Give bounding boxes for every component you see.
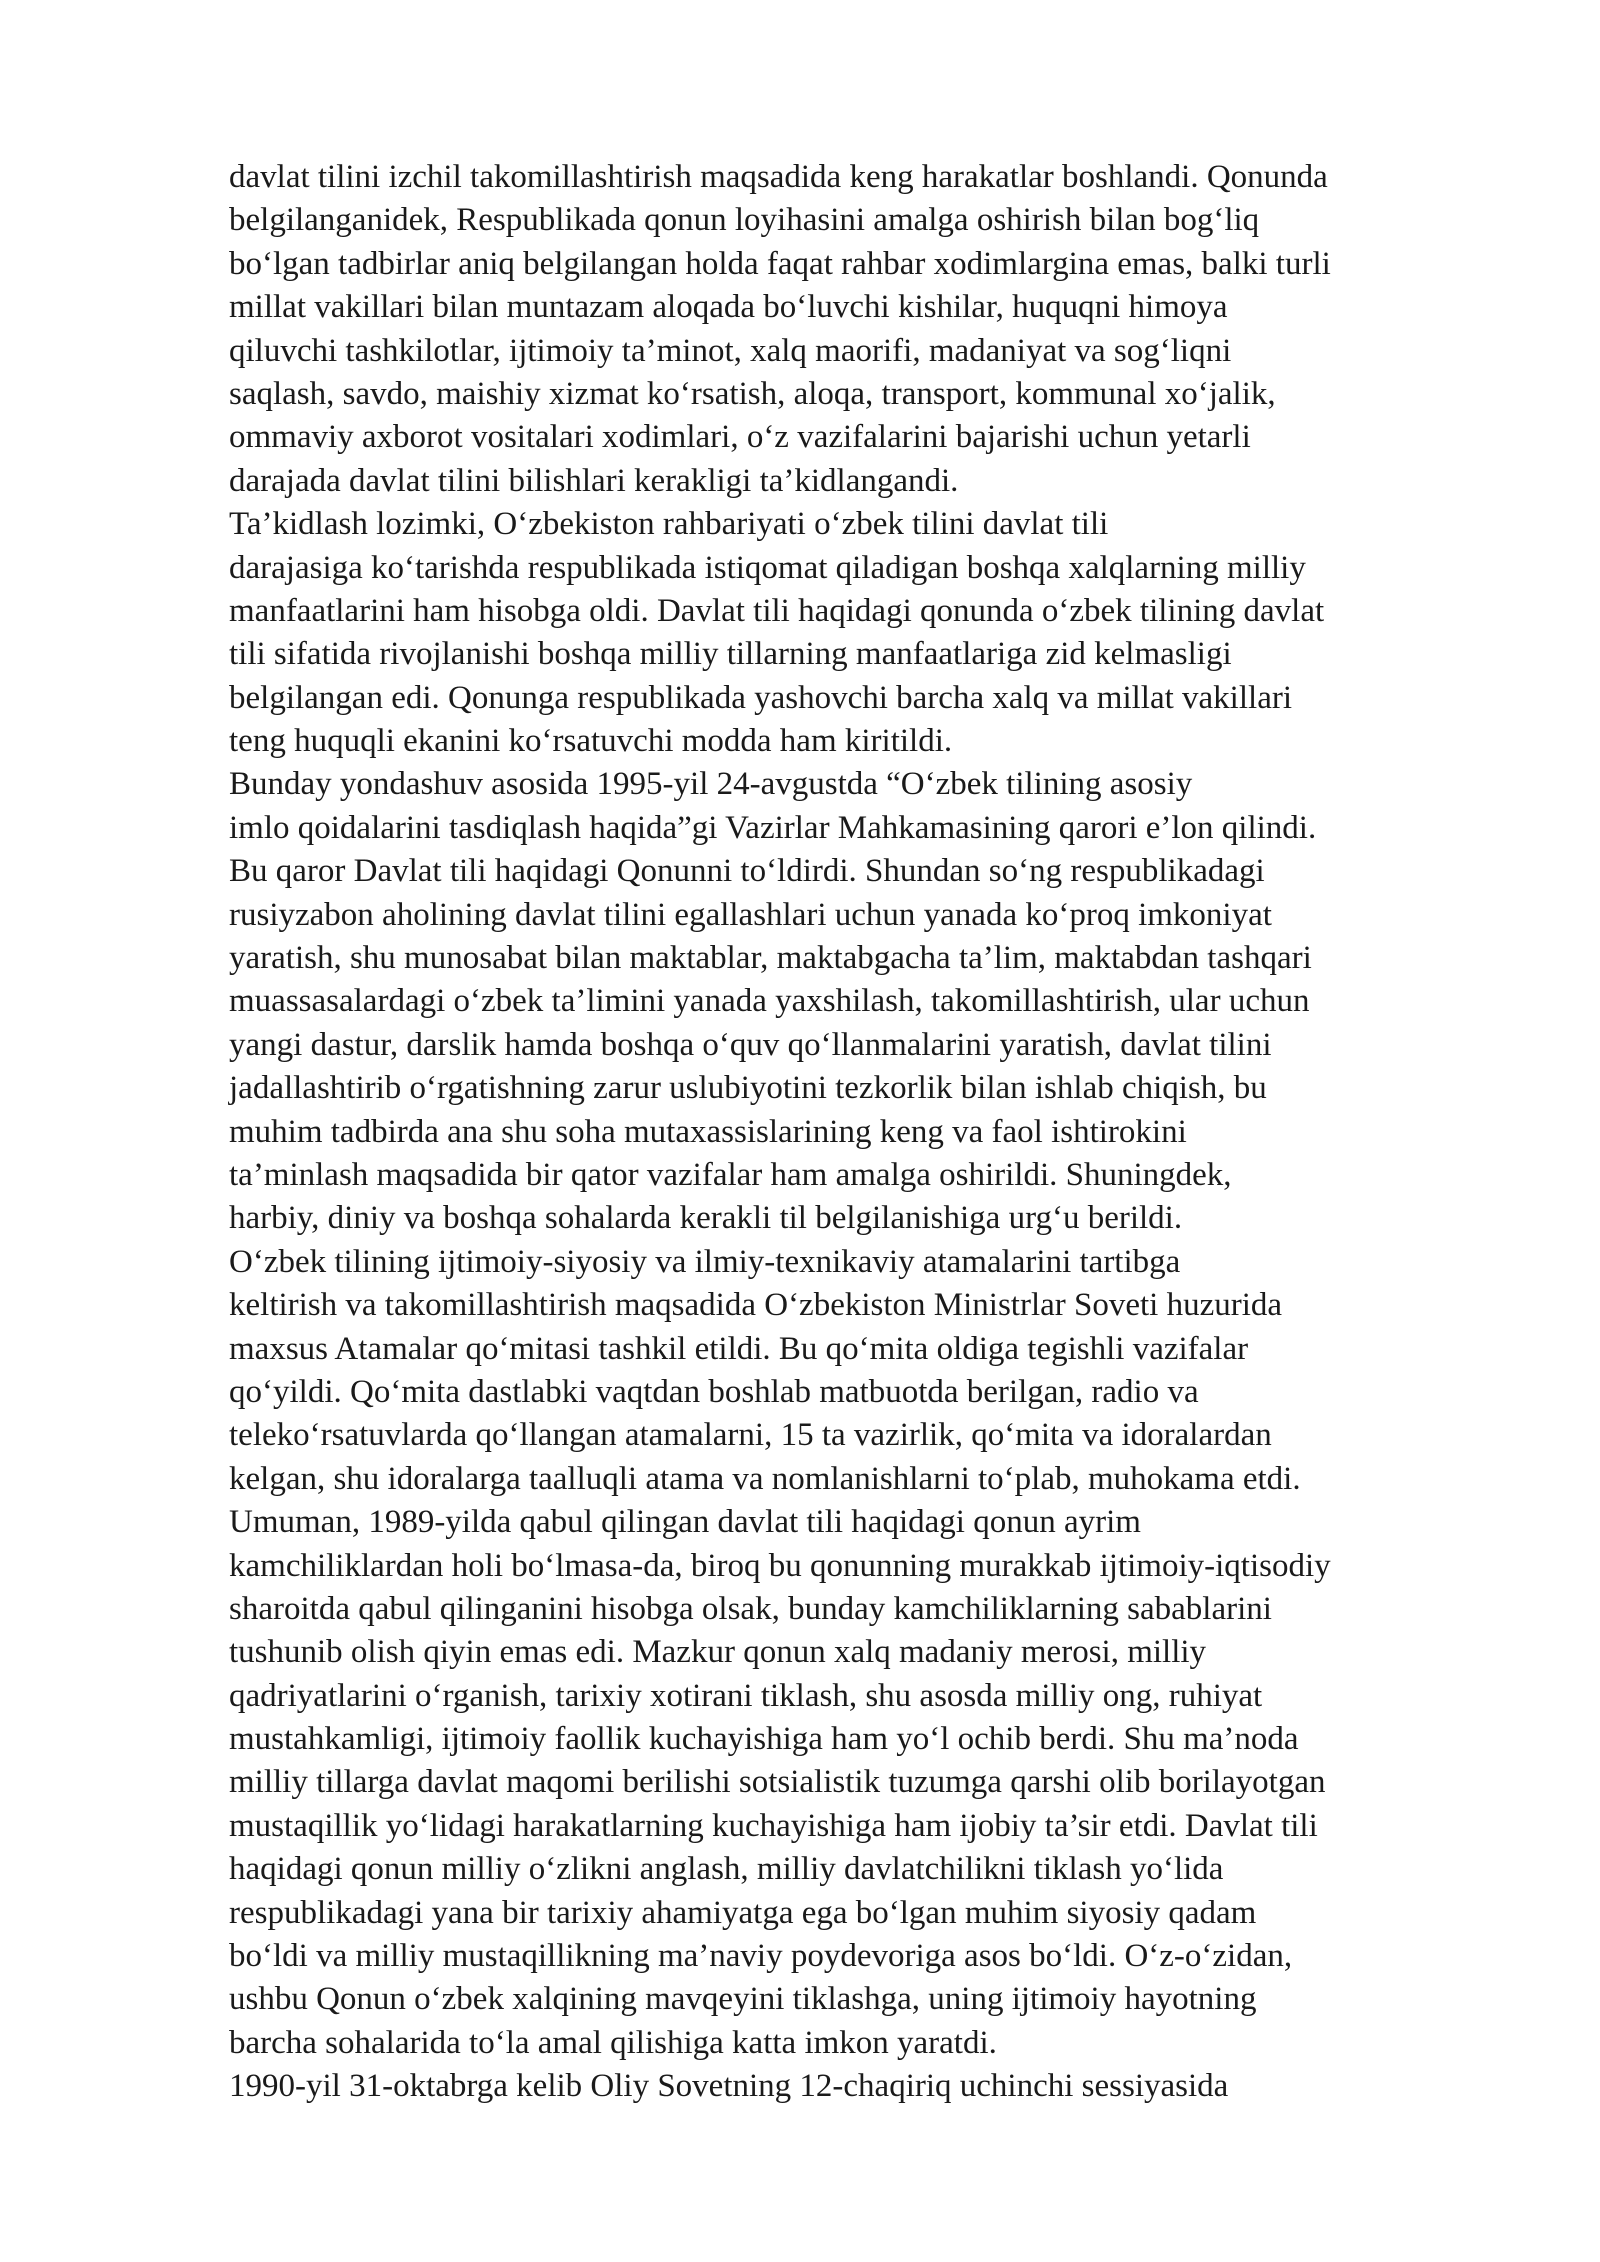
text-line: yaratish, shu munosabat bilan maktablar, maktabgacha ta’lim, maktabdan tashqari <box>229 940 1312 977</box>
text-line: milliy tillarga davlat maqomi berilishi sotsialistik tuzumga qarshi olib borilayotgan <box>229 1764 1326 1801</box>
text-line: davlat tilini izchil takomillashtirish maqsadida keng harakatlar boshlandi. Qonunda <box>229 159 1328 195</box>
text-line: mustaqillik yo‘lidagi harakatlarning kuchayishiga ham ijobiy ta’sir etdi. Davlat tili <box>229 1807 1318 1844</box>
text-line: teng huquqli ekanini ko‘rsatuvchi modda ham kiritildi. <box>229 723 953 760</box>
text-line: Ta’kidlash lozimki, O‘zbekiston rahbariyati o‘zbek tilini davlat tili <box>229 506 1109 543</box>
text-line: Bu qaror Davlat tili haqidagi Qonunni to‘ldirdi. Shundan so‘ng respublikadagi <box>229 853 1265 890</box>
body-text <box>229 156 1559 2109</box>
text-line: darajada davlat tilini bilishlari kerakligi ta’kidlangandi. <box>229 462 959 499</box>
text-line: ta’minlash maqsadida bir qator vazifalar ham amalga oshirildi. Shuningdek, <box>229 1156 1232 1193</box>
text-line: haqidagi qonun milliy o‘zlikni anglash, milliy davlatchilikni tiklash yo‘lida <box>229 1851 1224 1888</box>
text-line: teleko‘rsatuvlarda qo‘llangan atamalarni, 15 ta vazirlik, qo‘mita va idoralardan <box>229 1417 1272 1454</box>
text-line: saqlash, savdo, maishiy xizmat ko‘rsatish, aloqa, transport, kommunal xo‘jalik, <box>229 375 1276 412</box>
text-line: jadallashtirib o‘rgatishning zarur uslubiyotini tezkorlik bilan ishlab chiqish, bu <box>229 1070 1267 1107</box>
text-line: 1990-yil 31-oktabrga kelib Oliy Sovetning 12-chaqiriq uchinchi sessiyasida <box>229 2068 1229 2105</box>
text-line: Bunday yondashuv asosida 1995-yil 24-avgustda “O‘zbek tilining asosiy <box>229 766 1193 803</box>
text-line: barcha sohalarida to‘la amal qilishiga katta imkon yaratdi. <box>229 2024 997 2061</box>
text-line: muhim tadbirda ana shu soha mutaxassislarining keng va faol ishtirokini <box>229 1113 1187 1150</box>
text-line: respublikadagi yana bir tarixiy ahamiyatga ega bo‘lgan muhim siyosiy qadam <box>229 1894 1257 1931</box>
text-line: qiluvchi tashkilotlar, ijtimoiy ta’minot, xalq maorifi, madaniyat va sog‘liqni <box>229 332 1232 369</box>
text-line: belgilanganidek, Respublikada qonun loyihasini amalga oshirish bilan bog‘liq <box>229 202 1260 239</box>
text-line: ushbu Qonun o‘zbek xalqining mavqeyini tiklashga, uning ijtimoiy hayotning <box>229 1981 1257 2018</box>
text-line: tili sifatida rivojlanishi boshqa milliy tillarning manfaatlariga zid kelmasligi <box>229 636 1232 673</box>
text-line: keltirish va takomillashtirish maqsadida O‘zbekiston Ministrlar Soveti huzurida <box>229 1287 1283 1324</box>
text-line: harbiy, diniy va boshqa sohalarda kerakli til belgilanishiga urg‘u berildi. <box>229 1200 1183 1237</box>
text-line: muassasalardagi o‘zbek ta’limini yanada yaxshilash, takomillashtirish, ular uchun <box>229 983 1310 1020</box>
text-line: yangi dastur, darslik hamda boshqa o‘quv qo‘llanmalarini yaratish, davlat tilini <box>229 1026 1272 1063</box>
text-line: kelgan, shu idoralarga taalluqli atama va nomlanishlarni to‘plab, muhokama etdi. <box>229 1460 1301 1497</box>
text-line: bo‘ldi va milliy mustaqillikning ma’naviy poydevoriga asos bo‘ldi. O‘z-o‘zidan, <box>229 1938 1293 1975</box>
text-line: O‘zbek tilining ijtimoiy-siyosiy va ilmiy-texnikaviy atamalarini tartibga <box>229 1243 1181 1280</box>
text-line: tushunib olish qiyin emas edi. Mazkur qonun xalq madaniy merosi, milliy <box>229 1634 1207 1671</box>
text-line: manfaatlarini ham hisobga oldi. Davlat tili haqidagi qonunda o‘zbek tilining davlat <box>229 592 1325 629</box>
text-line: kamchiliklardan holi bo‘lmasa-da, biroq bu qonunning murakkab ijtimoiy-iqtisodiy <box>229 1547 1331 1584</box>
text-line: maxsus Atamalar qo‘mitasi tashkil etildi. Bu qo‘mita oldiga tegishli vazifalar <box>229 1330 1249 1367</box>
text-line: Umuman, 1989-yilda qabul qilingan davlat tili haqidagi qonun ayrim <box>229 1504 1141 1541</box>
text-line: imlo qoidalarini tasdiqlash haqida”gi Vazirlar Mahkamasining qarori e’lon qilindi. <box>229 809 1317 846</box>
text-line: rusiyzabon aholining davlat tilini egallashlari uchun yanada ko‘proq imkoniyat <box>229 896 1272 933</box>
text-line: ommaviy axborot vositalari xodimlari, o‘z vazifalarini bajarishi uchun yetarli <box>229 419 1251 456</box>
text-line: mustahkamligi, ijtimoiy faollik kuchayishiga ham yo‘l ochib berdi. Shu ma’noda <box>229 1721 1299 1758</box>
text-line: sharoitda qabul qilinganini hisobga olsak, bunday kamchiliklarning sabablarini <box>229 1590 1272 1627</box>
text-line: bo‘lgan tadbirlar aniq belgilangan holda faqat rahbar xodimlargina emas, balki turli <box>229 245 1331 282</box>
text-line: qadriyatlarini o‘rganish, tarixiy xotirani tiklash, shu asosda milliy ong, ruhiyat <box>229 1677 1263 1714</box>
text-line: qo‘yildi. Qo‘mita dastlabki vaqtdan boshlab matbuotda berilgan, radio va <box>229 1373 1199 1410</box>
text-line: millat vakillari bilan muntazam aloqada bo‘luvchi kishilar, huquqni himoya <box>229 289 1228 326</box>
text-line: belgilangan edi. Qonunga respublikada yashovchi barcha xalq va millat vakillari <box>229 679 1292 716</box>
text-line: darajasiga ko‘tarishda respublikada istiqomat qiladigan boshqa xalqlarning milliy <box>229 549 1306 586</box>
